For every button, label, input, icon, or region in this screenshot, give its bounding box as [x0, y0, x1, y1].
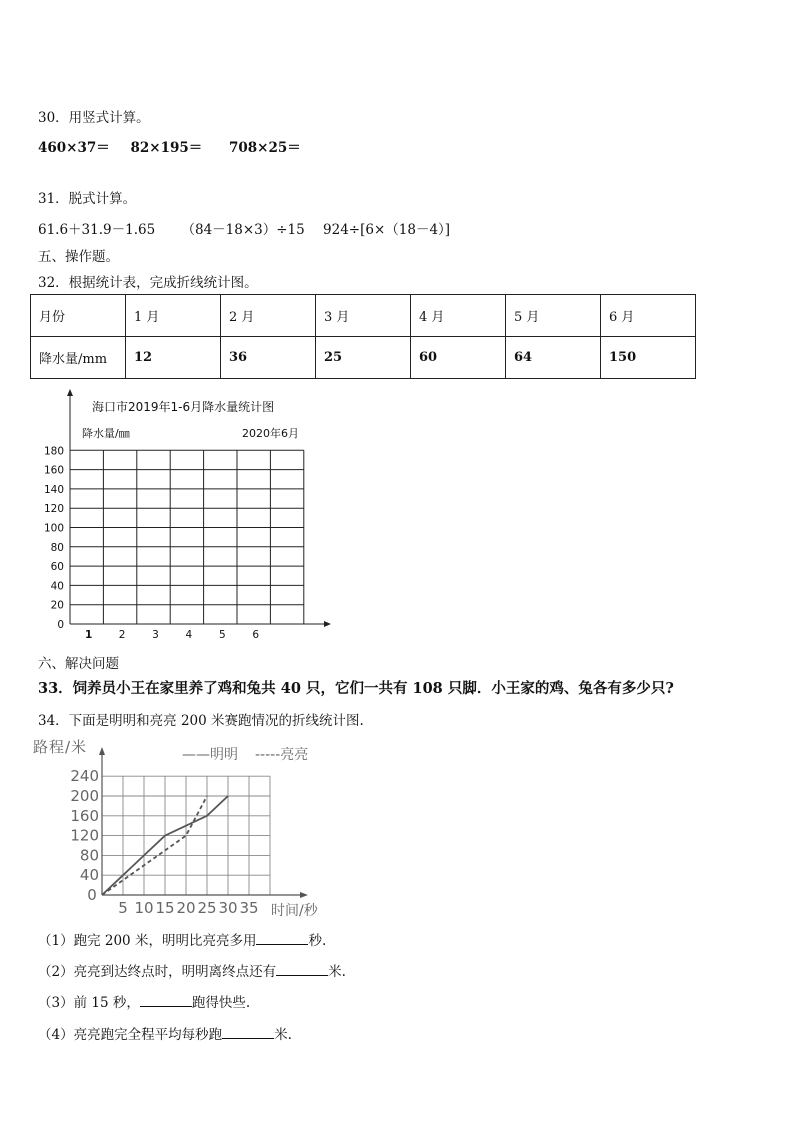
table-cell: 25 — [316, 337, 411, 379]
y-tick-label: 80 — [50, 541, 64, 554]
x-tick-label: 15 — [155, 899, 175, 917]
q30-item-3: 708×25＝ — [228, 140, 301, 156]
x-tick-label: 5 — [118, 899, 128, 917]
x-tick-label: 35 — [239, 899, 259, 917]
table-row — [31, 337, 696, 379]
q31-item-1: 61.6＋31.9－1.65 — [38, 222, 156, 238]
y-tick-label: 180 — [43, 445, 64, 458]
x-tick-label: 30 — [218, 899, 238, 917]
q30-item-2: 82×195＝ — [130, 140, 203, 156]
rainfall-line-chart — [30, 388, 370, 648]
q34-sub-3-text: （3）前 15 秒， — [38, 995, 140, 1011]
q34-sub-2-text: （2）亮亮到达终点时，明明离终点还有 — [38, 964, 277, 980]
q31-item-3: 924÷[6×（18－4）] — [323, 222, 451, 238]
y-tick-label: 140 — [43, 483, 64, 496]
race-line-chart — [30, 735, 350, 920]
answer-blank[interactable] — [140, 994, 192, 1007]
q30-item-1: 460×37＝ — [38, 140, 110, 156]
x-tick-label: 25 — [197, 899, 217, 917]
q31-title: 31．脱式计算。 — [38, 191, 137, 207]
origin-label: 0 — [87, 886, 97, 904]
q33-text: 33．饲养员小王在家里养了鸡和兔共 40 只，它们一共有 108 只脚．小王家的鸡、兔各有多少只? — [38, 680, 674, 697]
table-cell: 60 — [411, 337, 506, 379]
x-tick-label: 6 — [252, 629, 260, 641]
chart-date-note: 2020年6月 — [242, 427, 299, 440]
q32-title: 32．根据统计表，完成折线统计图。 — [38, 275, 258, 291]
y-tick-label: 160 — [70, 806, 99, 825]
q34-sub-3 — [38, 991, 250, 1011]
y-tick-label: 160 — [43, 464, 64, 477]
legend-liangliang: -----亮亮 — [255, 747, 309, 763]
y-axis-label: 路程/米 — [33, 738, 88, 756]
x-tick-label: 20 — [176, 899, 196, 917]
section-5-heading: 五、操作题。 — [38, 249, 119, 265]
answer-blank[interactable] — [276, 963, 328, 976]
y-tick-label: 200 — [70, 787, 99, 805]
q34-sub-2 — [38, 960, 346, 980]
y-axis-arrow — [99, 747, 105, 755]
q34-sub-4 — [38, 1023, 292, 1043]
q30-items — [38, 136, 301, 156]
y-tick-label: 40 — [79, 866, 99, 885]
y-tick-label: 0 — [57, 619, 64, 631]
rainfall-table — [30, 294, 696, 379]
x-tick-label: 1 — [85, 629, 93, 641]
y-tick-label: 100 — [43, 522, 64, 535]
q30-title: 30．用竖式计算。 — [38, 110, 150, 126]
q34-sub-1-text: （1）跑完 200 米，明明比亮亮多用 — [38, 933, 257, 949]
table-cell: 3 月 — [316, 295, 411, 337]
q34-sub-3-unit: 跑得快些. — [191, 995, 251, 1011]
y-tick-label: 120 — [70, 826, 99, 845]
table-cell: 4 月 — [411, 295, 506, 337]
table-cell: 12 — [126, 337, 221, 379]
q34-sub-2-unit: 米. — [328, 964, 346, 980]
y-tick-label: 80 — [79, 846, 99, 865]
q34-sub-4-unit: 米. — [274, 1027, 292, 1043]
x-axis-arrow — [324, 621, 331, 627]
y-tick-label: 240 — [70, 767, 99, 786]
q34-sub-1-unit: 秒. — [308, 933, 327, 949]
x-tick-label: 10 — [134, 899, 154, 917]
legend-mingming: ——明明 — [182, 747, 238, 763]
q34-title: 34．下面是明明和亮亮 200 米赛跑情况的折线统计图. — [38, 713, 364, 729]
y-tick-label: 120 — [43, 503, 64, 516]
table-cell: 36 — [221, 337, 316, 379]
y-axis-arrow — [67, 389, 73, 396]
table-cell: 2 月 — [221, 295, 316, 337]
answer-blank[interactable] — [256, 932, 308, 945]
x-axis-label: 时间/秒 — [271, 903, 318, 919]
answer-blank[interactable] — [222, 1026, 274, 1039]
table-cell: 降水量/mm — [31, 337, 126, 379]
y-axis-label: 降水量/㎜ — [82, 427, 130, 440]
x-tick-label: 4 — [185, 629, 193, 641]
x-axis-arrow — [300, 892, 308, 898]
y-tick-label: 20 — [50, 599, 64, 612]
x-tick-label: 2 — [118, 629, 126, 641]
q31-items — [38, 218, 450, 238]
table-cell: 150 — [601, 337, 696, 379]
y-tick-label: 60 — [50, 561, 64, 574]
x-tick-label: 5 — [218, 629, 226, 641]
table-row — [31, 295, 696, 337]
q34-sub-4-text: （4）亮亮跑完全程平均每秒跑 — [38, 1027, 223, 1043]
table-cell: 6 月 — [601, 295, 696, 337]
table-cell: 64 — [506, 337, 601, 379]
table-cell: 月份 — [31, 295, 126, 337]
y-tick-label: 40 — [50, 580, 64, 593]
x-tick-label: 3 — [152, 629, 159, 641]
table-cell: 5 月 — [506, 295, 601, 337]
section-6-heading: 六、解决问题 — [38, 656, 119, 672]
q34-sub-1 — [38, 929, 326, 949]
chart-title: 海口市2019年1-6月降水量统计图 — [92, 400, 275, 414]
q31-item-2: （84－18×3）÷15 — [181, 222, 305, 238]
table-cell: 1 月 — [126, 295, 221, 337]
